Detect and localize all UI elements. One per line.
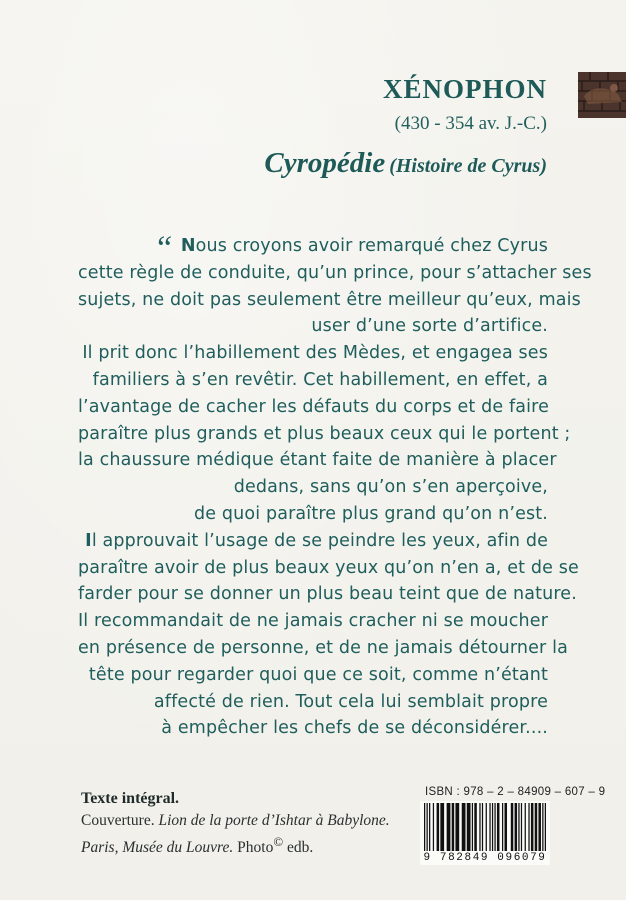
barcode-bar (538, 803, 541, 851)
quote-line: paraître plus grands et plus beaux ceux qui le portent ; (78, 423, 571, 444)
book-title (264, 149, 547, 178)
barcode-bar (433, 803, 434, 851)
quote-line: dedans, sans qu’on s’en aperçoive, (233, 477, 548, 498)
barcode-bar (482, 803, 483, 851)
quote-initial: N (180, 236, 196, 256)
barcode-bar (511, 803, 514, 851)
barcode-bar (515, 803, 518, 851)
barcode-bars (420, 801, 550, 853)
barcode-bar (542, 803, 543, 851)
barcode-bar (502, 803, 503, 851)
barcode-bar (474, 803, 477, 851)
quote-line-text: l approuvait l’usage de se peindre les yeux, afin de (91, 530, 548, 551)
barcode-bar (437, 803, 440, 851)
quote-line: user d’une sorte d’artifice. (311, 316, 548, 337)
quote-line: cette règle de conduite, qu’un prince, pour s’attacher ses (78, 262, 592, 283)
barcode-bar (545, 803, 546, 851)
quote-line-text: ous croyons avoir remarqué chez Cyrus (195, 236, 548, 256)
barcode-bar (489, 803, 490, 851)
quote-line: de quoi paraître plus grand qu’on n’est. (193, 503, 548, 524)
barcode-bar (479, 803, 480, 851)
book-subtitle: (Histoire de Cyrus) (389, 155, 547, 177)
quote-line: Il prit donc l’habillement des Mèdes, et engagea ses (82, 343, 548, 364)
museum-credit-line (81, 831, 390, 859)
cover-credit-line (81, 810, 390, 832)
author-dates: (430 - 354 av. J.-C.) (394, 113, 547, 134)
cover-thumbnail-image (578, 72, 626, 118)
barcode-bar (452, 803, 455, 851)
quote-excerpt (78, 230, 592, 742)
author-name: XÉNOPHON (382, 74, 547, 104)
quote-line: Il recommandait de ne jamais cracher ni se moucher (78, 611, 549, 632)
quote-line: l’avantage de cacher les défauts du corps et de faire (78, 396, 550, 417)
copyright-symbol: © (273, 834, 284, 849)
quote-line: sujets, ne doit pas seulement être meilleur qu’eux, mais (78, 289, 581, 310)
barcode-bar (497, 803, 500, 851)
quote-line: paraître avoir de plus beaux yeux qu’on n’en a, et de se (78, 557, 579, 578)
isbn-number: ISBN : 978 – 2 – 84909 – 607 – 9 (425, 786, 606, 798)
barcode-bar (521, 803, 522, 851)
opening-quote-mark: “ (153, 230, 173, 267)
barcode-bar (494, 803, 495, 851)
barcode-bar (531, 803, 534, 851)
quote-line (78, 528, 548, 555)
quote-line: familiers à s’en revêtir. Cet habillement, en effet, a (92, 369, 548, 390)
barcode-bar (525, 803, 526, 851)
cover-credits (81, 788, 390, 859)
barcode-bar (447, 803, 451, 851)
barcode-bar (429, 803, 430, 851)
photo-label: Photo (237, 839, 274, 857)
quote-line: tête pour regarder quoi que ce soit, comme n’étant (88, 664, 548, 685)
barcode-bar (486, 803, 487, 851)
barcode-bar (427, 803, 428, 851)
barcode-bar (518, 803, 519, 851)
barcode-bar (455, 803, 459, 851)
quote-line: affecté de rien. Tout cela lui semblait propre (153, 691, 548, 712)
photo-credit: edb. (287, 839, 314, 857)
barcode-bar (462, 803, 466, 851)
full-text-label: Texte intégral. (81, 790, 180, 807)
quote-line (78, 230, 548, 267)
barcode-bar (492, 803, 493, 851)
barcode-bar (424, 803, 425, 851)
quote-line: la chaussure médique étant faite de manière à placer (78, 450, 557, 471)
brick-relief-icon (578, 72, 626, 118)
barcode-digits: 9 782849 096079 (423, 852, 547, 864)
quote-initial: I (85, 530, 92, 551)
barcode-bar (440, 803, 444, 851)
barcode-bar (467, 803, 471, 851)
museum-name: Paris, Musée du Louvre. (81, 839, 234, 857)
cover-artwork-title: Lion de la porte d’Ishtar à Babylone. (158, 811, 390, 829)
barcode-bar (528, 803, 529, 851)
book-title-main: Cyropédie (264, 147, 386, 179)
quote-line: à empêcher les chefs de se déconsidérer.... (161, 718, 548, 739)
quote-line: farder pour se donner un plus beau teint que de nature. (78, 584, 577, 605)
cover-label: Couverture. (81, 811, 155, 829)
barcode-bar (472, 803, 473, 851)
barcode-bar (504, 803, 507, 851)
barcode-bar (535, 803, 538, 851)
quote-line: en présence de personne, et de ne jamais détourner la (78, 637, 568, 658)
